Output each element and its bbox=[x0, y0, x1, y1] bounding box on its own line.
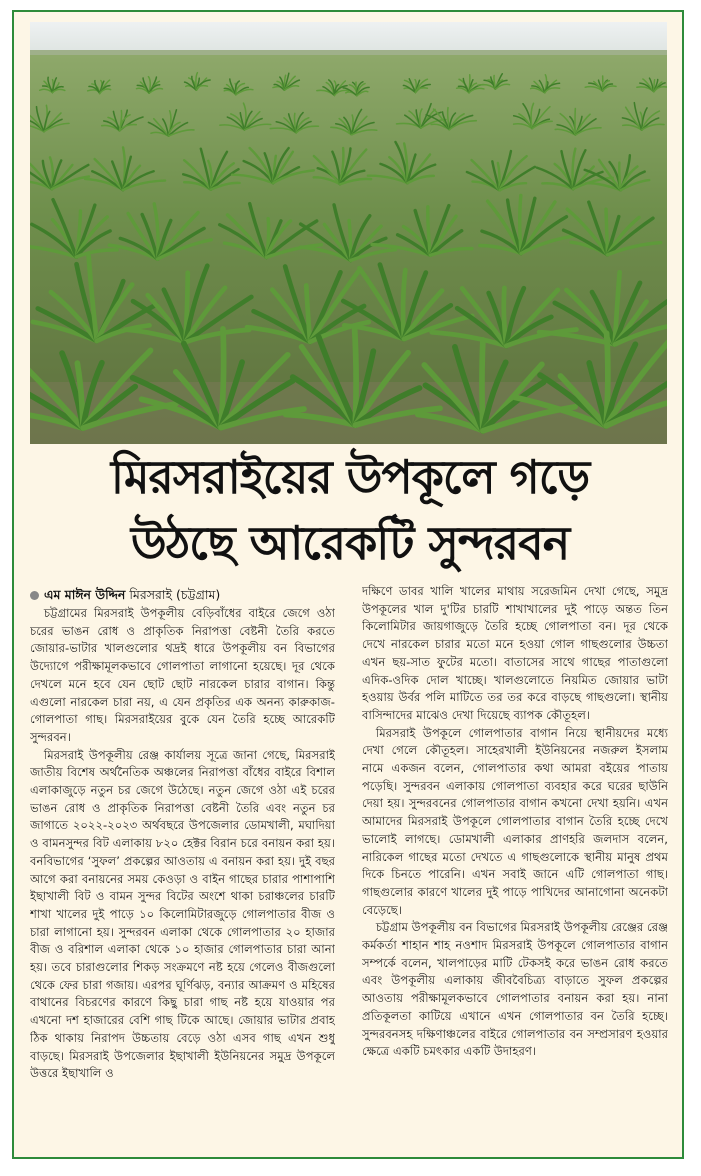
article-column-right bbox=[362, 583, 668, 1149]
article-column-left bbox=[30, 605, 335, 1145]
paragraph: চট্টগ্রাম উপকূলীয় বন বিভাগের মিরসরাই উপকূলীয় রেঞ্জের রেঞ্জ কর্মকর্তা শাহান শাহ নওশাদ মিরসরাই উপকূলে গোলপাতার বাগান সম্পর্কে বলেন, খালপাড়ের মাটি টেকসই করে ভাঙন রোধ করতে এবং উপকূলীয় এলাকায় জীববৈচিত্র্য বাড়াতে সুফল প্রকল্পের আওতায় পরীক্ষামূলকভাবে গোলপাতার বনায়ন করা হয়। নানা প্রতিকূলতা কাটিয়ে এখানে এখন গোলপাতার বন তৈরি হচ্ছে। সুন্দরবনসহ দক্ষিণাঞ্চলের বাইরে গোলপাতার বন সম্প্রসারণ হওয়ার ক্ষেত্রে একটি চমৎকার একটি উদাহরণ। bbox=[362, 920, 668, 1059]
nipa-palm-photo bbox=[30, 22, 667, 444]
byline bbox=[30, 587, 220, 607]
headline-line-1: মিরসরাইয়ের উপকূলে গড়ে bbox=[110, 450, 590, 504]
dateline: মিরসরাই (চট্টগ্রাম) bbox=[129, 587, 221, 602]
author-name: এম মাঈন উদ্দিন bbox=[44, 587, 126, 602]
paragraph: চট্টগ্রামের মিরসরাই উপকূলীয় বেড়িবাঁধের বাইরে জেগে ওঠা চরের ভাঙন রোধ ও প্রাকৃতিক নিরাপত্তা বেষ্টনী তৈরি করতে জোয়ার-ভাটার খালগুলোর থদ্রই ধারে উপকূলীয় বন বিভাগের উদ্যোগে পরীক্ষামূলকভাবে গোলপাতা লাগানো হয়েছে। দূর থেকে দেখলে মনে হবে যেন ছোট ছোট নারকেল চারার বাগান। কিন্তু এগুলো নারকেল চারা নয়, এ যেন প্রকৃতির এক অনন্য কারুকাজ- গোলপাতা গাছ। মিরসরাইয়ের বুকে যেন তৈরি হচ্ছে আরেকটি সুন্দরবন। bbox=[30, 606, 335, 744]
paragraph: মিরসরাই উপকূলীয় রেঞ্জ কার্যালয় সূত্রে জানা গেছে, মিরসরাই জাতীয় বিশেষ অর্থনৈতিক অঞ্চলের নিরাপত্তা বাঁধের বাইরে বিশাল এলাকাজুড়ে নতুন চর জেগে উঠেছে। নতুন জেগে ওঠা এই চরের ভাঙন রোধ ও প্রাকৃতিক নিরাপত্তা বেষ্টনী তৈরি এবং নতুন চর জাগাতে ২০২২-২০২৩ অর্থবছরে উপজেলার ডোমখালী, মঘাদিয়া ও বামনসুন্দর বিট এলাকায় ৮২০ হেক্টর বিরান চরে বনায়ন করা হয়। বনবিভাগের ‘সুফল’ প্রকল্পের আওতায় এ বনায়ন করা হয়। দুই বছর আগে করা বনায়নের সময় কেওড়া ও বাইন গাছের চারার পাশাপাশি ইছাখালী বিট ও বামন সুন্দর বিটের অংশে থাকা চরাঞ্চলের চারটি শাখা খালের দুই পাড়ে ১০ কিলোমিটারজুড়ে গোলপাতার বীজ ও চারা লাগানো হয়। সুন্দরবন এলাকা থেকে গোলপাতার ২০ হাজার বীজ ও বরিশাল এলাকা থেকে ১০ হাজার গোলপাতার চারা আনা হয়। তবে চারাগুলোর শিকড় সংক্রমণে নষ্ট হয়ে গেলেও বীজগুলো থেকে ফের চারা গজায়। এরপর ঘূর্ণিঝড়, বন্যার আক্রমণ ও মহিষের বাথানের বিচরণের কারণে কিছু চারা গাছ নষ্ট হয়ে যাওয়ার পর এখনো দশ হাজারের বেশি গাছ টিকে আছে। জোয়ার ভাটার প্রবাহ ঠিক থাকায় নিরাপদ উচ্চতায় বেড়ে ওঠা এসব গাছ এখন শুধু বাড়ছে। মিরসরাই উপজেলার ইছাখালী ইউনিয়নের সমুদ্র উপকূলে উত্তরে ইছাখালি ও bbox=[30, 747, 335, 1081]
bullet-icon bbox=[30, 591, 39, 600]
nipa-palm-field-photo bbox=[30, 22, 667, 444]
paragraph: মিরসরাই উপকূলে গোলপাতার বাগান নিয়ে স্থানীয়দের মধ্যে দেখা গেলে কৌতূহল। সাহেরখালী ইউনিয়নের নজরুল ইসলাম নামে একজন বলেন, গোলপাতার কথা আমরা বইয়ের পাতায় পড়েছি। সুন্দরবন এলাকায় গোলপাতা ব্যবহার করে ঘরের ছাউনি দেয়া হয়। সুন্দরবনের গোলপাতার বাগান কখনো দেখা হয়নি। এখন আমাদের মিরসরাই উপকূলে গোলপাতার বাগান তৈরি হচ্ছে দেখে ভালোই লাগছে। ডোমখালী এলাকার প্রাণহরি জলদাস বলেন, নারিকেল গাছের মতো দেখতে এ গাছগুলোকে স্থানীয় মানুষ প্রথম দিকে চিনতে পারেনি। এখন সবাই জানে এটি গোলপাতা গাছ। গাছগুলোর কারণে খালের দুই পাড়ে পাখিদের আনাগোনা অনেকটা বেড়েছে। bbox=[362, 725, 668, 917]
paragraph: দক্ষিণে ডাবর খালি খালের মাথায় সরেজমিন দেখা গেছে, সমুদ্র উপকূলের খাল দু'টির চারটি শাখাখালের দুই পাড়ে অন্তত তিন কিলোমিটার জায়গাজুড়ে তৈরি হচ্ছে গোলপাতা বন। দূর থেকে দেখে নারকেল চারার মতো মনে হওয়া গোল গাছগুলোর উচ্চতা এখন ছয়-সাত ফুটের মতো। বাতাসের সাথে গাছের পাতাগুলো এদিক-ওদিক দোল খাচ্ছে। খালগুলোতে নিয়মিত জোয়ার ভাটা হওয়ায় উর্বর পলি মাটিতে তর তর করে বাড়ছে গাছগুলো। স্থানীয় বাসিন্দাদের মাঝেও দেখা দিয়েছে ব্যাপক কৌতূহল। bbox=[362, 584, 668, 722]
headline-line-2: উঠছে আরেকটি সুন্দরবন bbox=[130, 516, 570, 570]
